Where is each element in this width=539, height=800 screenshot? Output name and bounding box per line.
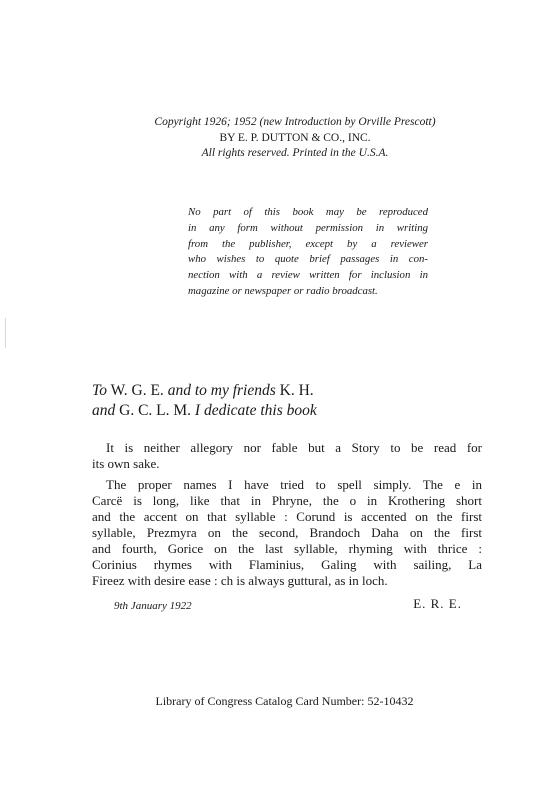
reproduction-notice [188,205,428,300]
paragraph-line: and fourth, Gorice on the last syllable, rhyming with thrice : [92,541,482,556]
paragraph-line: Carcë is long, like that in Phryne, the o in Krothering short [92,493,482,508]
publisher-line: BY E. P. DUTTON & CO., INC. [219,131,371,144]
dedication-line-2 [92,401,452,421]
dedication-and-friends: and to my friends [167,382,276,399]
dedication-to: To [92,382,107,399]
dedicatee-name: K. H. [279,382,314,399]
rights-reserved-line: All rights reserved. Printed in the U.S.A. [201,147,389,159]
dedication [92,381,452,421]
paragraph-line: syllable, Prezmyra on the second, Brandoch Daha on the first [92,525,482,540]
notice-line: in any form without permission in writing [188,221,428,234]
dedicatee-name: G. C. L. M. [119,402,192,419]
notice-line: No part of this book may be reproduced [188,206,428,218]
author-initials: E. R. E. [413,596,462,611]
page-edge-mark [5,318,6,348]
dedication-line-1 [92,381,452,401]
signoff-date: 9th January 1922 [114,600,192,612]
dedication-and: and [92,402,116,419]
paragraph-line: its own sake. [92,456,160,471]
paragraph-line: Fireez with desire ease : ch is always guttural, as in loch. [92,573,388,588]
dedicatee-name: W. G. E. [110,382,164,399]
paragraph-line: It is neither allegory nor fable but a Story to be read for [106,440,482,455]
dedication-closing: I dedicate this book [194,402,317,419]
notice-line: from the publisher, except by a reviewer [188,237,428,250]
preface-text [92,440,482,589]
notice-line: nection with a review written for inclusion in [188,269,428,282]
paragraph-line: Corinius rhymes with Flaminius, Galing with sailing, La [92,557,482,572]
paragraph-line: The proper names I have tried to spell simply. The e in [106,477,482,492]
copyright-block [100,115,490,162]
paragraph-line: and the accent on that syllable : Corund is accented on the first [92,509,482,524]
notice-line: magazine or newspaper or radio broadcast. [188,284,378,297]
catalog-card-number: Library of Congress Catalog Card Number: 52-10432 [155,694,414,708]
notice-line: who wishes to quote brief passages in con- [188,253,428,266]
copyright-line: Copyright 1926; 1952 (new Introduction by Orville Prescott) [154,116,436,128]
